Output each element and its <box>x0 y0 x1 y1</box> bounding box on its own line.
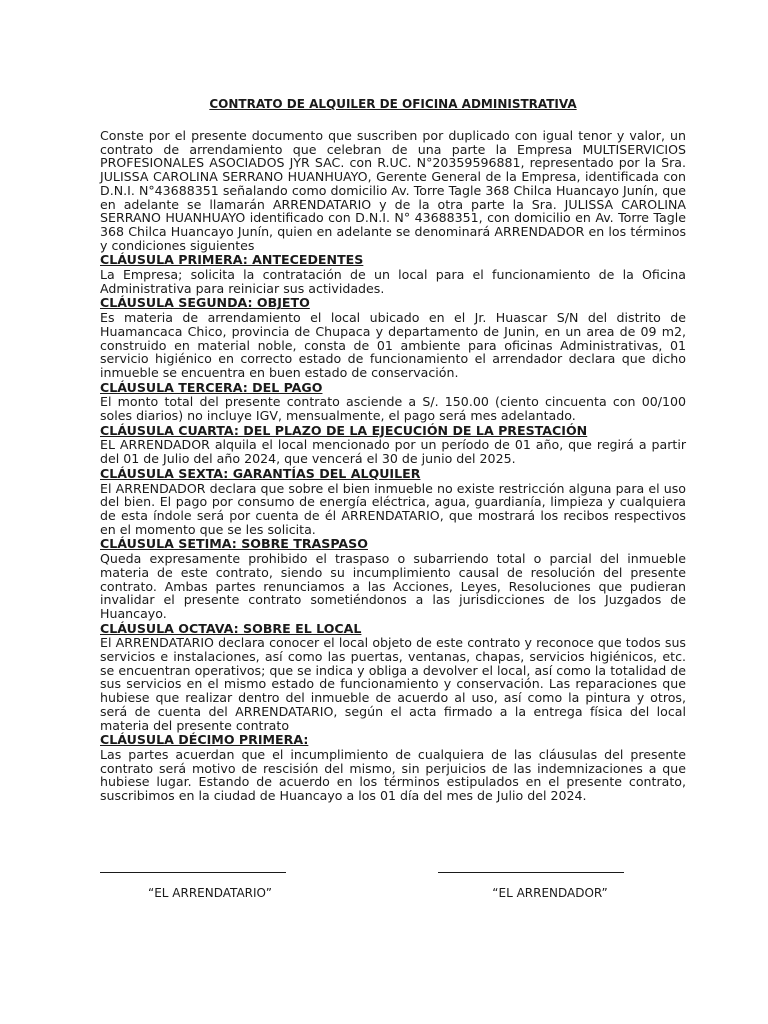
clause-body-primera: La Empresa; solicita la contratación de un local para el funcionamiento de la Oficina Administrativa para reiniciar sus actividades. <box>100 267 686 296</box>
contract-document <box>100 97 686 803</box>
clause-heading-octava: CLÁUSULA OCTAVA: SOBRE EL LOCAL <box>100 620 362 636</box>
clause-heading-decimo-primera: CLÁUSULA DÉCIMO PRIMERA: <box>100 732 309 748</box>
clause-heading-tercera: CLÁUSULA TERCERA: DEL PAGO <box>100 379 323 395</box>
clause-heading-segunda: CLÁUSULA SEGUNDA: OBJETO <box>100 295 310 311</box>
signature-line-arrendador <box>438 872 624 873</box>
clause-body-segunda: Es materia de arrendamiento el local ubicado en el Jr. Huascar S/N del distrito de Huamancaca Chico, provincia de Chupaca y departamento de Junin, en un area de 09 m2, construido en material noble, consta de 01 ambiente para oficinas Administrativas, 01 servicio higiénico en correcto estado de funcionamiento el arrendador declara que dicho inmueble se encuentra en buen estado de conservación. <box>100 310 686 380</box>
document-title: CONTRATO DE ALQUILER DE OFICINA ADMINISTRATIVA <box>209 97 577 111</box>
signature-line-arrendatario <box>100 872 286 873</box>
clause-heading-sexta: CLÁUSULA SEXTA: GARANTÍAS DEL ALQUILER <box>100 465 421 481</box>
signature-label-arrendador: “EL ARRENDADOR” <box>492 886 608 900</box>
signature-label-arrendatario: “EL ARRENDATARIO” <box>148 886 272 900</box>
clause-heading-cuarta: CLÁUSULA CUARTA: DEL PLAZO DE LA EJECUCIÓN DE LA PRESTACIÓN <box>100 422 588 438</box>
intro-paragraph: Conste por el presente documento que suscriben por duplicado con igual tenor y valor, un contrato de arrendamiento que celebran de una parte la Empresa MULTISERVICIOS PROFESIONALES ASOCIADOS JYR SAC. con R.UC. N°20359596881, representado por la Sra. JULISSA CAROLINA SERRANO HUANHUAYO, Gerente General de la Empresa, identificada con D.N.I. N°43688351 señalando como domicilio Av. Torre Tagle 368 Chilca Huancayo Junín, que en adelante se llamarán ARRENDATARIO y de la otra parte la Sra. JULISSA CAROLINA SERRANO HUANHUAYO identificado con D.N.I. N° 43688351, con domicilio en Av. Torre Tagle 368 Chilca Huancayo Junín, quien en adelante se denominará ARRENDADOR en los términos y condiciones siguientes <box>100 128 686 253</box>
clause-body-setima: Queda expresamente prohibido el traspaso o subarriendo total o parcial del inmueble materia de este contrato, siendo su incumplimiento causal de resolución del presente contrato. Ambas partes renunciamos a las Acciones, Leyes, Resoluciones que pudieran invalidar el presente contrato sometiéndonos a las jurisdicciones de los Juzgados de Huancayo. <box>100 551 686 621</box>
clause-body-sexta: El ARRENDADOR declara que sobre el bien inmueble no existe restricción alguna para el uso del bien. El pago por consumo de energía eléctrica, agua, guardianía, limpieza y cualquiera de esta índole será por cuenta de él ARRENDATARIO, que mostrará los recibos respectivos en el momento que se les solicita. <box>100 480 686 537</box>
clause-heading-setima: CLÁUSULA SETIMA: SOBRE TRASPASO <box>100 536 368 552</box>
clause-body-tercera: El monto total del presente contrato asciende a S/. 150.00 (ciento cincuenta con 00/100 soles diarios) no incluye IGV, mensualmente, el pago será mes adelantado. <box>100 394 686 424</box>
clause-heading-primera: CLÁUSULA PRIMERA: ANTECEDENTES <box>100 252 364 268</box>
clause-body-cuarta: EL ARRENDADOR alquila el local mencionado por un período de 01 año, que regirá a partir del 01 de Julio del año 2024, que vencerá el 30 de junio del 2025. <box>100 437 686 467</box>
clause-body-octava: El ARRENDATARIO declara conocer el local objeto de este contrato y reconoce que todos sus servicios e instalaciones, así como las puertas, ventanas, chapas, servicios higiénicos, etc. se encuentran operativos; que se indica y obliga a devolver el local, así como la totalidad de sus servicios en el mismo estado de funcionamiento y conservación. Las reparaciones que hubiese que realizar dentro del inmueble de acuerdo al uso, así como la pintura y otros, será de cuenta del ARRENDATARIO, según el acta firmado a la entrega física del local materia del presente contrato <box>100 635 686 733</box>
clause-body-decimo-primera: Las partes acuerdan que el incumplimiento de cualquiera de las cláusulas del presente contrato será motivo de rescisión del mismo, sin perjuicios de las indemnizaciones a que hubiese lugar. Estando de acuerdo en los términos estipulados en el presente contrato, suscribimos en la ciudad de Huancayo a los 01 día del mes de Julio del 2024. <box>100 746 686 804</box>
